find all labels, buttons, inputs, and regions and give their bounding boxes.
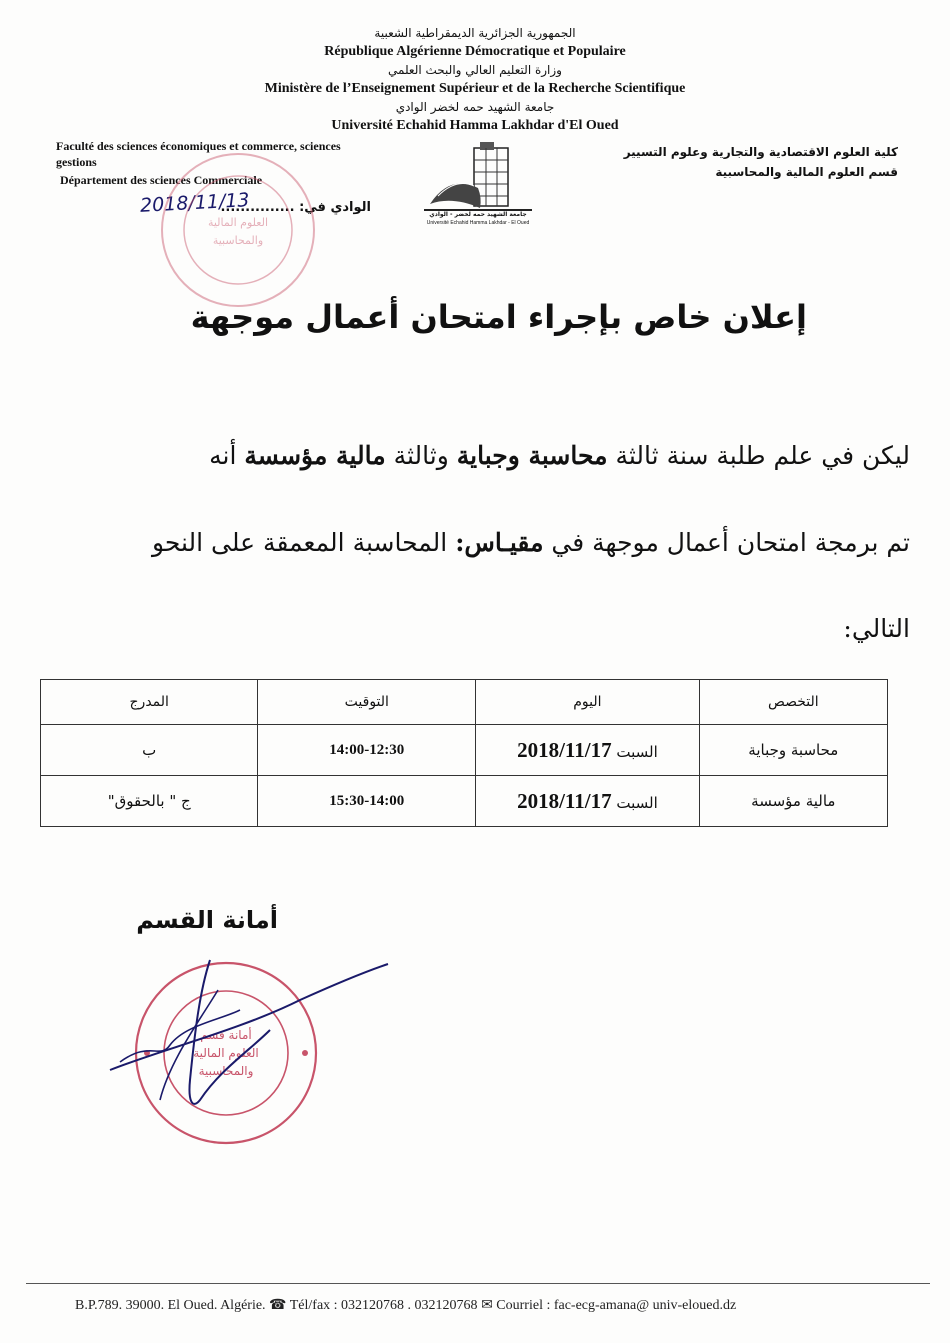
footer-tel: Tél/fax : 032120768 . 032120768 [289, 1298, 478, 1313]
date-handwritten: 2018/11/13 [139, 189, 251, 217]
table-header-cell: التوقيت [258, 680, 476, 725]
department-fr: Département des sciences Commerciale [60, 173, 263, 187]
body-emph-specialty: مالية مؤسسة [244, 441, 386, 470]
schedule-table [40, 679, 888, 827]
header-fr-university: Université Echahid Hamma Lakhdar d'El Oued [331, 118, 619, 133]
cell-time: 14:00-12:30 [258, 725, 476, 776]
cell-hall: ب [41, 725, 258, 776]
phone-icon: ☎ [269, 1298, 287, 1313]
faculty-fr-line2: gestions [56, 155, 97, 169]
body-text: ليكن في علم طلبة سنة ثالثة [607, 441, 910, 470]
faculty-ar: كلية العلوم الاقتصادية والتجارية وعلوم التسيير [623, 145, 898, 159]
body-emph-module: مقيـاس: [455, 528, 544, 557]
cell-specialty: محاسبة وجباية [699, 725, 887, 776]
cell-weekday: السبت [616, 793, 658, 812]
body-emph-specialty: محاسبة وجباية [456, 441, 608, 470]
top-stamp [148, 150, 328, 310]
date-prefix: الوادي في: ............... [220, 200, 371, 215]
header-ar-republic: الجمهورية الجزائرية الديمقراطية الشعبية [374, 26, 576, 40]
logo-caption-ar: جامعة الشهيد حمه لخضر - الوادي [429, 211, 527, 218]
stamp-center-line2: العلوم المالية [193, 1046, 259, 1060]
cell-specialty: مالية مؤسسة [699, 776, 887, 827]
mail-icon: ✉ [481, 1298, 493, 1313]
university-logo [422, 138, 534, 230]
body-text: المحاسبة المعمقة على النحو [151, 528, 456, 557]
body-text: أنه [209, 441, 245, 470]
body-line3: التالي: [843, 614, 910, 643]
logo-caption-fr: Université Echahid Hamma Lakhdar - El Oued [426, 220, 530, 226]
cell-day [476, 776, 699, 827]
body-text: تم برمجة امتحان أعمال موجهة في [543, 528, 910, 557]
stamp-center-line3: والمحاسبية [198, 1064, 254, 1078]
cell-day [476, 725, 699, 776]
table-header-cell: المدرج [41, 680, 258, 725]
cell-weekday: السبت [616, 742, 658, 761]
cell-date: 2018/11/17 [517, 788, 612, 813]
table-header-cell: التخصص [699, 680, 887, 725]
footer-mail: Courriel : fac-ecg-amana@ univ-eloued.dz [496, 1298, 737, 1313]
body-text: وثالثة [385, 441, 457, 470]
page-title: إعلان خاص بإجراء امتحان أعمال موجهة [190, 298, 807, 336]
body-line2 [40, 528, 910, 557]
table-header-row [41, 680, 888, 725]
header-fr-republic: République Algérienne Démocratique et Populaire [324, 44, 626, 59]
footer-address: B.P.789. 39000. El Oued. Algérie. [75, 1298, 266, 1313]
table-header-cell: اليوم [476, 680, 699, 725]
faculty-fr-line1: Faculté des sciences économiques et commerce, sciences [56, 139, 341, 153]
table-row [41, 725, 888, 776]
department-ar: قسم العلوم المالية والمحاسبية [715, 165, 898, 179]
table-row [41, 776, 888, 827]
header-fr-ministry: Ministère de l’Enseignement Supérieur et de la Recherche Scientifique [264, 81, 686, 96]
top-stamp-center: العلوم المالية [207, 216, 269, 229]
header-ar-university: جامعة الشهيد حمه لخضر الوادي [395, 100, 555, 114]
stamp-icon [148, 150, 328, 310]
cell-date: 2018/11/17 [517, 737, 612, 762]
stamp-center-line1: أمانة قسم [200, 1028, 252, 1042]
top-stamp-center-2: والمحاسبية [212, 234, 264, 247]
header-ar-ministry: وزارة التعليم العالي والبحث العلمي [388, 63, 562, 77]
cell-hall: ج " بالحقوق" [41, 776, 258, 827]
footer [75, 1297, 736, 1314]
cell-time: 15:30-14:00 [258, 776, 476, 827]
body-line1 [40, 441, 910, 470]
secretariat-label: أمانة القسم [136, 906, 278, 934]
signature-icon [100, 950, 400, 1120]
footer-divider [26, 1283, 930, 1284]
